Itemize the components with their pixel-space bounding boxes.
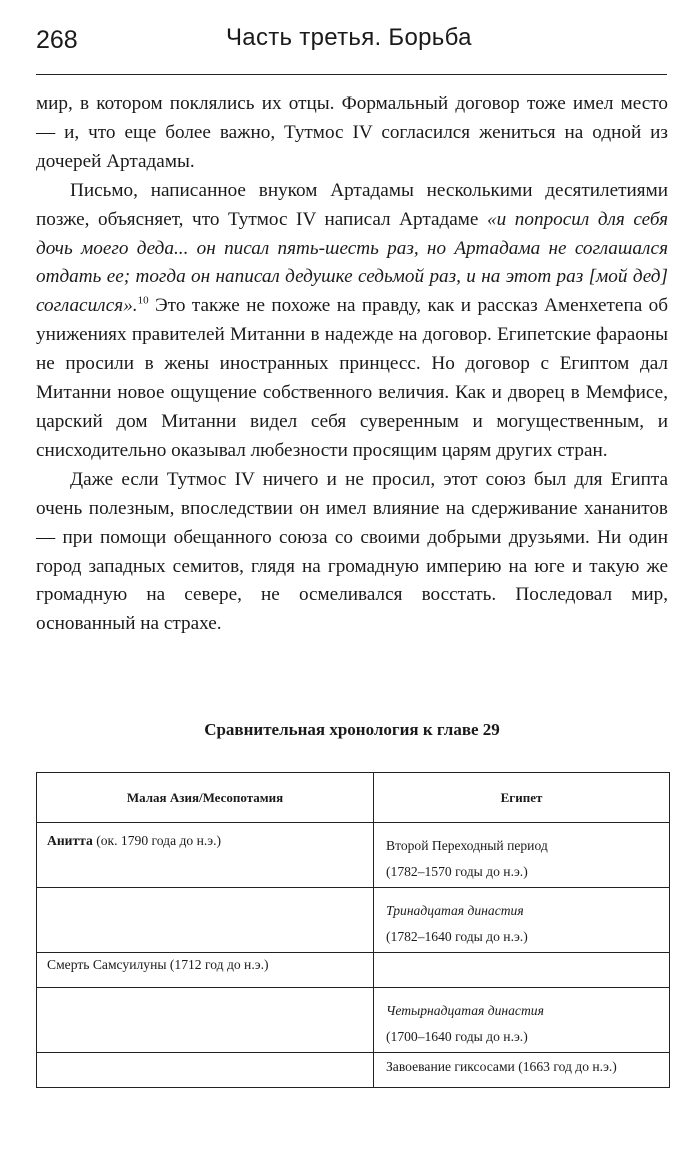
paragraph-1: мир, в котором поклялись их отцы. Формальный договор тоже имел место — и, что еще более важно, Тутмос IV согласился жениться на одной из дочерей Артадамы. [36,93,668,172]
table-title: Сравнительная хронология к главе 29 [204,720,500,739]
cell-bold-name: Анитта [47,833,93,848]
header-rule [36,74,667,75]
body-text [36,90,668,639]
running-title: Часть третья. Борьба [226,24,472,51]
table-row [37,988,670,1053]
table-cell [374,888,670,953]
page-header [36,22,667,66]
table-row [37,888,670,953]
paragraph-2-start: Письмо, написанное внуком Артадамы несколькими десятилетиями позже, объясняет, что Тутмос IV написал Артадаме [36,179,668,230]
table-row [37,823,670,888]
paragraph-2-end: Это также не похоже на правду, как и рассказ Аменхетепа об унижениях правителей Митанни в надежде на договор. Египетские фараоны не просили в жены иностранных принцесс. Но договор с Египтом дал Митанни новое ощущение собственного величия. Как и дворец в Мемфисе, царский дом Митанни видел себя суверенным и могущественным, и снисходительно оказывал любезности просящим царям других стран. [36,295,668,461]
cell-text: (1782–1570 годы до н.э.) [386,864,528,879]
cell-text-italic: Четырнадцатая династия [386,1003,544,1018]
paragraph-3: Даже если Тутмос IV ничего и не просил, этот союз был для Египта очень полезным, впоследствии он имел влияние на сдерживание хананитов — при помощи обещанного союза со своими добрыми друзьями. Ни один город западных семитов, глядя на громадную империю на юге и такую же громадную на севере, не осмеливался восстать. Последовал мир, основанный на страхе. [36,468,668,635]
cell-text: Завоевание гиксосами (1663 год до н.э.) [386,1059,617,1074]
table-cell [37,953,374,988]
cell-text: Смерть Самсуилуны (1712 год до н.э.) [47,957,269,972]
table-cell [37,888,374,953]
table-row [37,953,670,988]
table-cell [374,988,670,1053]
column-header-right: Египет [374,773,670,823]
table-row [37,1053,670,1088]
table-header-row [37,773,670,823]
footnote-ref: 10 [137,294,149,307]
table-cell [374,823,670,888]
table-cell [37,823,374,888]
paragraph-2 [36,177,668,466]
cell-text-italic: Тринадцатая династия [386,903,524,918]
letter-quote: «и попросил для себя дочь моего деда... он писал пять-шесть раз, но Артадама не соглашался отдать ее; тогда он написал дедушке седьмой раз, и на этот раз [мой дед] согласился». [36,208,668,317]
table-cell [374,953,670,988]
table-cell [37,1053,374,1088]
cell-text: (1782–1640 годы до н.э.) [386,929,528,944]
column-header-left: Малая Азия/Месопотамия [37,773,374,823]
page-number: 268 [36,26,78,54]
cell-text: (ок. 1790 года до н.э.) [92,833,222,848]
chronology-table [36,772,670,1088]
table-cell [37,988,374,1053]
cell-text: Второй Переходный период [386,838,548,853]
table-cell [374,1053,670,1088]
cell-text: (1700–1640 годы до н.э.) [386,1029,528,1044]
